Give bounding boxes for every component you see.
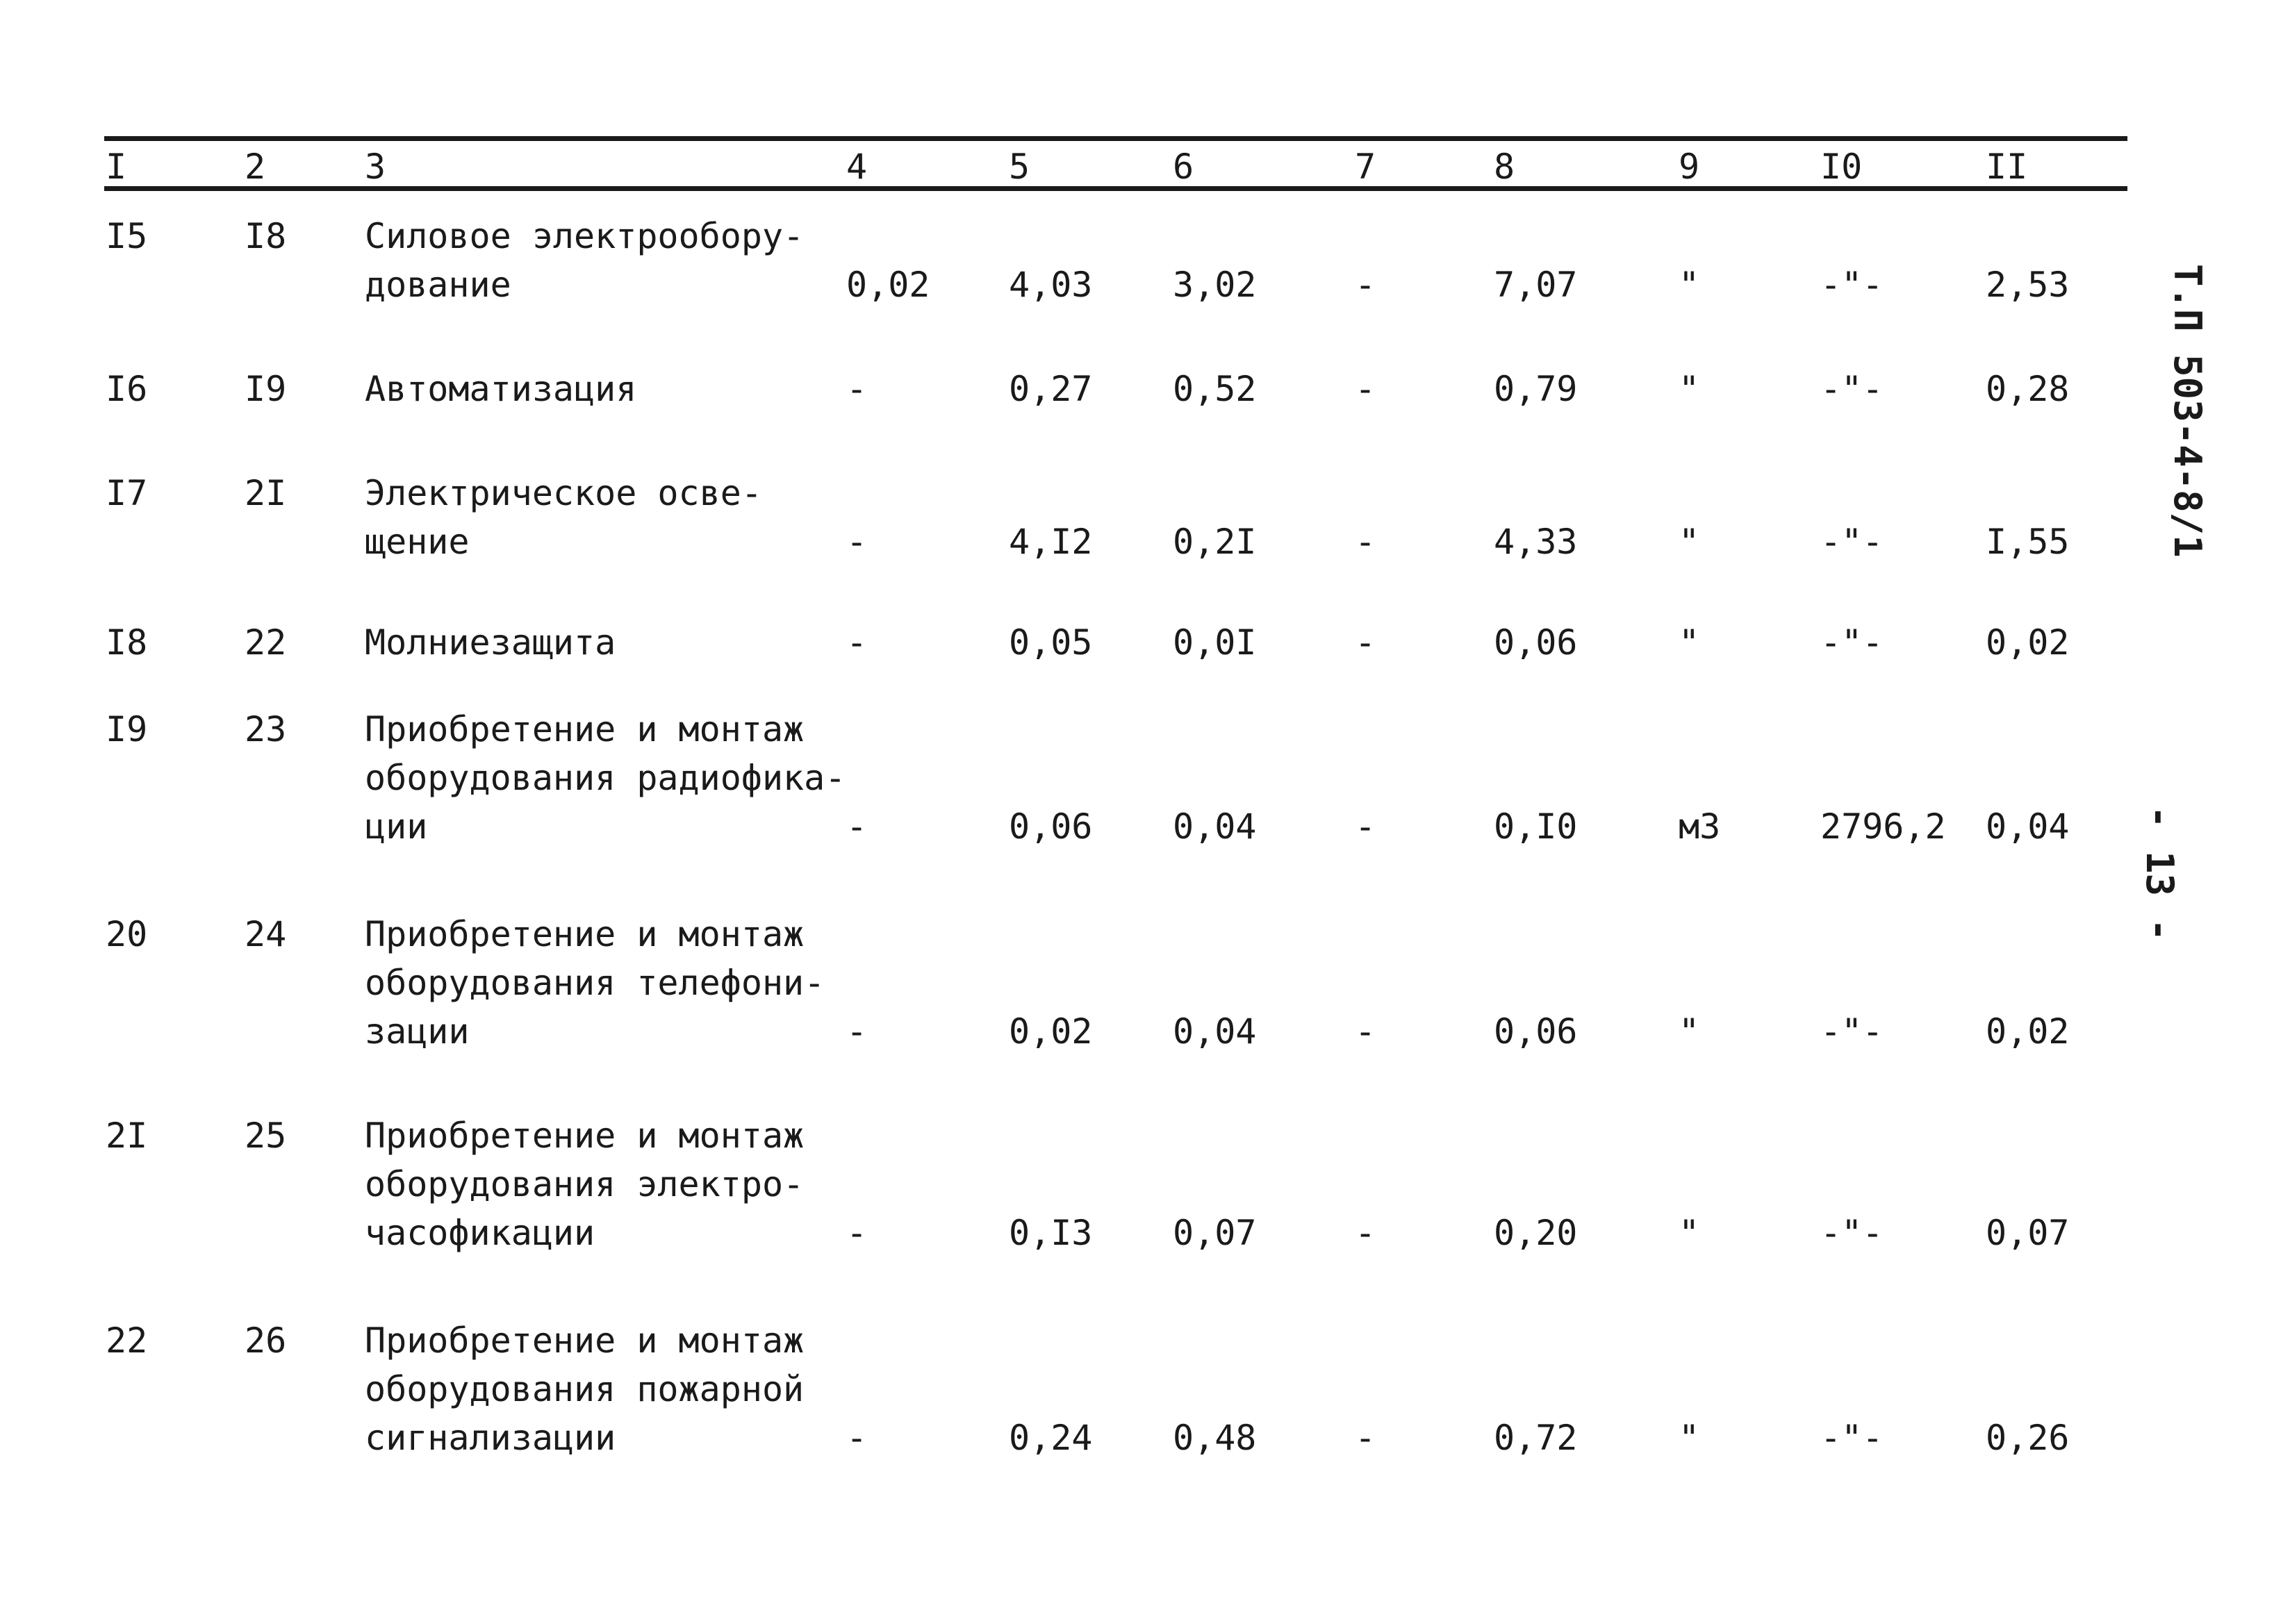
cell-col-6: 0,07: [1173, 1213, 1257, 1253]
cell-col-10: 2796,2: [1820, 806, 1946, 847]
cell-ref-number: 24: [245, 914, 287, 954]
cell-description: [365, 618, 616, 667]
cell-col-7: -: [1355, 1213, 1376, 1253]
column-header-6: 6: [1173, 147, 1194, 187]
cell-ref-number: I9: [245, 369, 287, 409]
cell-col-8: 0,79: [1494, 369, 1578, 409]
cell-col-4: -: [846, 369, 868, 409]
cell-col-5: 0,24: [1009, 1418, 1093, 1458]
cell-unit: ": [1679, 1213, 1700, 1253]
description-line: Приобретение и монтаж: [365, 914, 805, 954]
description-line: Молниезащита: [365, 622, 616, 663]
page-number: - 13 -: [2138, 806, 2182, 942]
cell-col-7: -: [1355, 1011, 1376, 1052]
cell-col-10: -"-: [1820, 265, 1884, 305]
cell-ref-number: I8: [245, 216, 287, 256]
cell-col-6: 0,48: [1173, 1418, 1257, 1458]
cell-item-number: I8: [106, 622, 148, 663]
cell-col-4: -: [846, 806, 868, 847]
description-line: щение: [365, 522, 470, 562]
cell-col-7: -: [1355, 622, 1376, 663]
cell-col-5: 0,02: [1009, 1011, 1093, 1052]
description-line: зации: [365, 1011, 470, 1052]
column-header-2: 2: [245, 147, 266, 187]
cell-item-number: 2I: [106, 1116, 148, 1156]
cell-col-7: -: [1355, 369, 1376, 409]
cell-description: [365, 1316, 804, 1462]
cell-col-11: 2,53: [1986, 265, 2070, 305]
cell-col-4: -: [846, 522, 868, 562]
column-header-11: II: [1986, 147, 2028, 187]
cell-col-10: -"-: [1820, 522, 1884, 562]
description-line: Приобретение и монтаж: [365, 1116, 805, 1156]
cell-col-8: 0,20: [1494, 1213, 1578, 1253]
cell-col-4: -: [846, 1213, 868, 1253]
cell-col-6: 0,04: [1173, 806, 1257, 847]
cell-col-4: -: [846, 1418, 868, 1458]
cell-col-6: 0,0I: [1173, 622, 1257, 663]
cell-col-7: -: [1355, 265, 1376, 305]
cell-col-6: 0,52: [1173, 369, 1257, 409]
column-header-8: 8: [1494, 147, 1515, 187]
document-code: Т.П 503-4-8/1: [2166, 264, 2209, 558]
cell-col-8: 7,07: [1494, 265, 1578, 305]
cell-col-8: 0,06: [1494, 1011, 1578, 1052]
cell-col-7: -: [1355, 806, 1376, 847]
cell-col-8: 4,33: [1494, 522, 1578, 562]
column-header-1: I: [106, 147, 127, 187]
cell-unit: ": [1679, 1418, 1700, 1458]
description-line: оборудования электро-: [365, 1164, 805, 1204]
cell-col-8: 0,72: [1494, 1418, 1578, 1458]
cell-col-11: 0,02: [1986, 622, 2070, 663]
cell-col-10: -"-: [1820, 1418, 1884, 1458]
description-line: оборудования пожарной: [365, 1369, 805, 1409]
cell-item-number: 22: [106, 1320, 148, 1361]
cell-item-number: I7: [106, 473, 148, 513]
cell-col-10: -"-: [1820, 1213, 1884, 1253]
description-line: дование: [365, 265, 511, 305]
column-header-4: 4: [846, 147, 868, 187]
description-line: Приобретение и монтаж: [365, 709, 805, 749]
cell-unit: ": [1679, 622, 1700, 663]
cell-col-7: -: [1355, 1418, 1376, 1458]
cell-description: [365, 365, 636, 413]
cell-item-number: I5: [106, 216, 148, 256]
column-header-5: 5: [1009, 147, 1030, 187]
cell-col-11: I,55: [1986, 522, 2070, 562]
cell-col-10: -"-: [1820, 1011, 1884, 1052]
cell-item-number: 20: [106, 914, 148, 954]
cell-description: [365, 1111, 804, 1257]
cell-col-7: -: [1355, 522, 1376, 562]
cell-col-11: 0,28: [1986, 369, 2070, 409]
cell-col-5: 0,05: [1009, 622, 1093, 663]
cell-unit: м3: [1679, 806, 1721, 847]
cell-col-5: 0,06: [1009, 806, 1093, 847]
cell-col-10: -"-: [1820, 369, 1884, 409]
column-header-3: 3: [365, 147, 386, 187]
cell-col-5: 4,I2: [1009, 522, 1093, 562]
column-header-10: I0: [1820, 147, 1863, 187]
cell-ref-number: 23: [245, 709, 287, 749]
cell-col-4: -: [846, 622, 868, 663]
cell-col-6: 3,02: [1173, 265, 1257, 305]
cell-col-11: 0,02: [1986, 1011, 2070, 1052]
description-line: оборудования радиофика-: [365, 758, 846, 798]
column-header-7: 7: [1355, 147, 1376, 187]
column-header-9: 9: [1679, 147, 1700, 187]
cell-description: [365, 910, 825, 1056]
cell-unit: ": [1679, 1011, 1700, 1052]
cell-col-8: 0,06: [1494, 622, 1578, 663]
description-line: Силовое электрообору-: [365, 216, 805, 256]
cell-col-10: -"-: [1820, 622, 1884, 663]
cell-ref-number: 22: [245, 622, 287, 663]
cell-col-4: -: [846, 1011, 868, 1052]
description-line: оборудования телефони-: [365, 963, 825, 1003]
cell-col-8: 0,I0: [1494, 806, 1578, 847]
description-line: ции: [365, 806, 428, 847]
description-line: Автоматизация: [365, 369, 637, 409]
table-top-rule: [104, 136, 2127, 141]
cell-col-5: 0,27: [1009, 369, 1093, 409]
description-line: Приобретение и монтаж: [365, 1320, 805, 1361]
cell-ref-number: 2I: [245, 473, 287, 513]
cell-col-5: 4,03: [1009, 265, 1093, 305]
description-line: часофикации: [365, 1213, 595, 1253]
cell-col-11: 0,07: [1986, 1213, 2070, 1253]
cell-col-11: 0,04: [1986, 806, 2070, 847]
cell-col-6: 0,2I: [1173, 522, 1257, 562]
cell-description: [365, 212, 804, 309]
description-line: сигнализации: [365, 1418, 616, 1458]
cell-ref-number: 26: [245, 1320, 287, 1361]
cell-description: [365, 705, 846, 851]
cell-col-4: 0,02: [846, 265, 930, 305]
cell-col-6: 0,04: [1173, 1011, 1257, 1052]
cell-item-number: I9: [106, 709, 148, 749]
cell-col-5: 0,I3: [1009, 1213, 1093, 1253]
cell-description: [365, 469, 762, 566]
cell-col-11: 0,26: [1986, 1418, 2070, 1458]
cell-unit: ": [1679, 522, 1700, 562]
cell-item-number: I6: [106, 369, 148, 409]
cell-unit: ": [1679, 265, 1700, 305]
cell-ref-number: 25: [245, 1116, 287, 1156]
cell-unit: ": [1679, 369, 1700, 409]
description-line: Электрическое осве-: [365, 473, 762, 513]
